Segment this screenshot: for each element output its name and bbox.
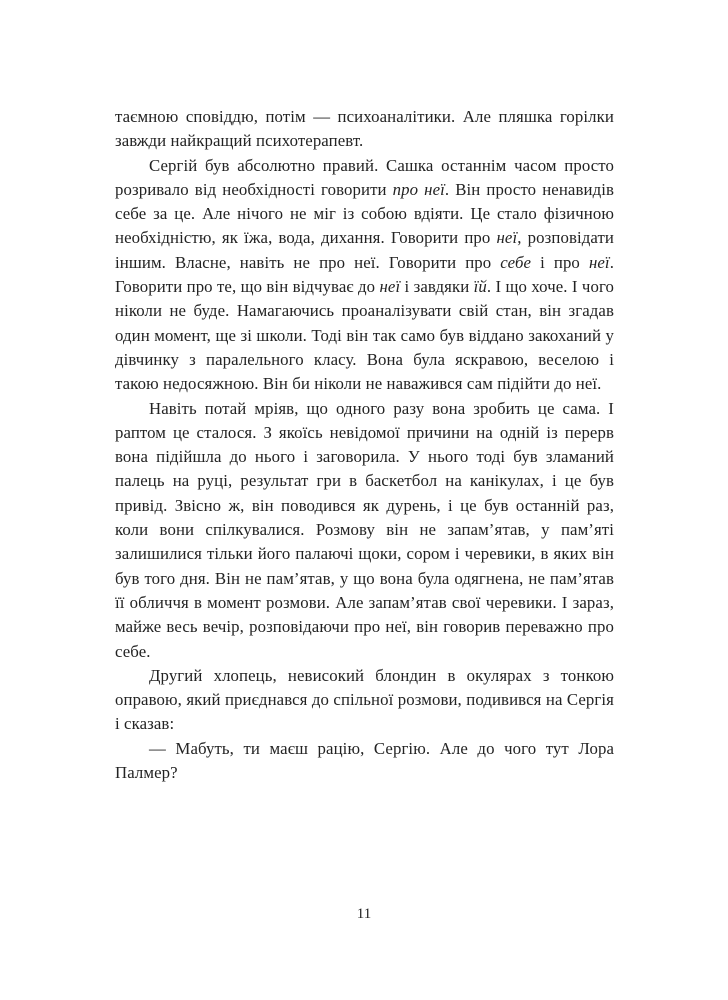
- text-run: . І що хоче. І чого ніколи не буде. Намагаючись проаналізувати свій стан, він згадав один момент, ще зі школи. Тоді він так само був віддано закоханий у дівчинку з паралельного класу. Вона була яскравою, веселою і такою недосяжною. Він би ніколи не наважився сам підійти до неї.: [115, 277, 615, 394]
- paragraph: [115, 664, 614, 737]
- text-run: і завдяки: [400, 277, 474, 297]
- text-run: — Мабуть, ти маєш рацію, Сергію. Але до чого тут Лора Палмер?: [115, 738, 614, 783]
- text-run: . Він просто ненавидів себе за це. Але нічого не міг із собою вдіяти. Це стало фізичною необхідністю, як їжа, вода, дихання. Говорити про: [115, 179, 614, 248]
- text-run: , розповідати іншим. Власне, навіть не про неї. Говорити про: [115, 228, 614, 272]
- text-run: Сергій був абсолютно правий. Сашка останнім часом просто розривало від необхідності говорити: [115, 155, 614, 199]
- text-run: . Говорити про те, що він відчуває до: [115, 252, 614, 297]
- paragraph: [115, 737, 614, 786]
- italic-text-run: неї: [588, 252, 610, 272]
- text-run: і про: [531, 252, 589, 272]
- text-run: Другий хлопець, невисокий блондин в окулярах з тонкою оправою, який приєднався до спільної розмови, подивився на Сергія і сказав:: [115, 665, 614, 734]
- paragraph: [115, 105, 614, 154]
- page-text: [115, 105, 614, 785]
- italic-text-run: неї: [496, 228, 518, 248]
- page-number: 11: [356, 906, 372, 922]
- italic-text-run: себе: [500, 252, 532, 272]
- italic-text-run: неї: [379, 277, 401, 297]
- italic-text-run: їй: [473, 277, 487, 297]
- text-run: таємною сповіддю, потім — психоаналітики. Але пляшка горілки завжди найкращий психотерапевт.: [115, 107, 614, 151]
- paragraph: [115, 154, 614, 397]
- text-run: Навіть потай мріяв, що одного разу вона зробить це сама. І раптом це сталося. З якоїсь невідомої причини на одній із перерв вона підійшла до нього і заговорила. У нього тоді був зламаний палець на руці, результат гри в баскетбол на канікулах, і це був привід. Звісно ж, він поводився як дурень, і це був останній раз, коли вони спілкувалися. Розмову він не запам’ятав, у пам’яті залишилися тільки його палаючі щоки, сором і черевики, в яких він був того дня. Він не пам’ятав, у що вона була одягнена, не пам’ятав її обличчя в момент розмови. Але запам’ятав свої черевики. І зараз, майже весь вечір, розповідаючи про неї, він говорив переважно про себе.: [115, 398, 614, 661]
- paragraph: [115, 397, 614, 664]
- italic-text-run: про неї: [392, 179, 445, 199]
